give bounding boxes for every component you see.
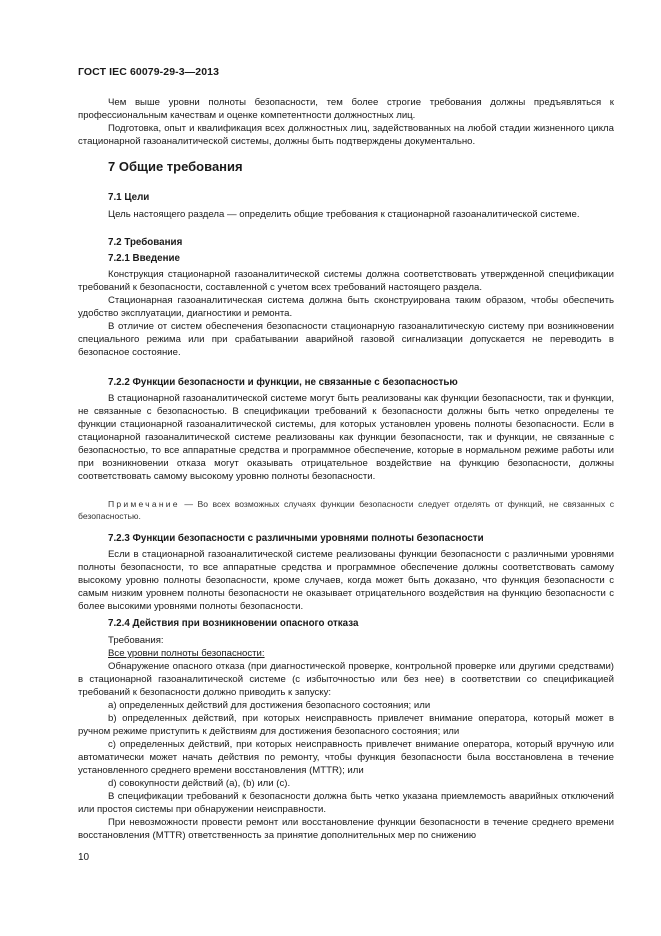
section-7-2-1-paragraph-1: Конструкция стационарной газоаналитической системы должна соответствовать утвержденной спецификации требований к безопасности, составленной с учетом всех требований настоящего раздела.: [78, 269, 614, 293]
section-7-1: [78, 192, 614, 203]
list-item-c: c) определенных действий, при которых неисправность привлечет внимание оператора, который вручную или автоматически может начать действия по ремонту, чтобы функция безопасности была восстановлена в течение установленного среднего времени восстановления (MTTR); или: [78, 739, 614, 776]
section-7-2-title: 7.2 Требования: [108, 237, 183, 248]
section-7-2-2: [78, 377, 614, 388]
section-7-2-4-paragraph-3: При невозможности провести ремонт или восстановление функции безопасности в течение среднего времени восстановления (MTTR) ответственность за принятие дополнительных мер по снижению: [78, 817, 614, 841]
list-item-b: b) определенных действий, при которых неисправность привлечет внимание оператора, который может в ручном режиме приступить к действиям для достижения безопасного состояния; или: [78, 713, 614, 737]
page-number: 10: [78, 852, 90, 863]
intro-paragraph-1: Чем выше уровни полноты безопасности, тем более строгие требования должны предъявляться к профессиональным качествам и оценке компетентности должностных лиц.: [78, 97, 614, 121]
section-7-2-1-paragraph-2: Стационарная газоаналитическая система должна быть сконструирована таким образом, чтобы обеспечить удобство эксплуатации, диагностики и ремонта.: [78, 295, 614, 319]
section-7-2-3: [78, 533, 614, 544]
intro-paragraph-2: Подготовка, опыт и квалификация всех должностных лиц, задействованных на любой стадии жизненного цикла стационарной газоаналитической системы, должны быть подтверждены документально.: [78, 123, 614, 147]
section-7-2-2-body: [78, 392, 614, 483]
requirements-label: Требования:: [108, 635, 164, 646]
section-7-2-2-paragraph-1: В стационарной газоаналитической системе могут быть реализованы как функции безопасности, так и функции, не связанные с безопасностью. В спецификации требований к безопасности должны быть четко определены те функции стационарной газоаналитической системы, для которых установлен уровень полноты безопасности. Если в стационарной газоаналитической системе реализованы как функции безопасности, так и функции, не связанные с безопасностью, то все аппаратные средства и программное обеспечение, которые в нормальном режиме работы или при возникновении отказа могут оказывать отрицательное воздействие на функцию безопасности, должны соответствовать самому высокому уровню полноты безопасности.: [78, 393, 614, 482]
all-levels-text: Все уровни полноты безопасности:: [108, 648, 265, 659]
list-item-d: d) совокупности действий (a), (b) или (c).: [108, 778, 291, 789]
section-7-2-3-title: 7.2.3 Функции безопасности с различными уровнями полноты безопасности: [108, 533, 484, 544]
section-7-2-2-note-block: [78, 498, 614, 522]
section-7-2-4-paragraph-1: Обнаружение опасного отказа (при диагностической проверке, контрольной проверке или другими средствами) в стационарной газоаналитической системе (с избыточностью или без нее) в соответствии со спецификацией требований к безопасности должно приводить к запуску:: [78, 661, 614, 698]
section-7-2-3-paragraph-1: Если в стационарной газоаналитической системе реализованы функции безопасности с различными уровнями полноты безопасности, то все аппаратные средства и программное обеспечение должны соответствовать самому высокому уровню полноты безопасности, кроме случаев, когда может быть доказано, что функция безопасности с самым низким уровнем полноты безопасности не оказывает отрицательного воздействия на функцию безопасности с более высокими уровнями полноты безопасности.: [78, 549, 614, 612]
section-7-1-text: Цель настоящего раздела — определить общие требования к стационарной газоаналитической системе.: [108, 209, 580, 220]
section-7-2-4-paragraph-2: В спецификации требований к безопасности должна быть четко указана приемлемость аварийных отключений или простоя системы при обнаружении неисправности.: [78, 791, 614, 815]
section-7-2-4-title: 7.2.4 Действия при возникновении опасного отказа: [108, 618, 359, 629]
section-7-2-1: [78, 253, 614, 264]
intro-block: [78, 96, 614, 148]
section-7-2-4-body: [78, 634, 614, 842]
all-levels-label: [78, 647, 614, 660]
section-7-title-block: [78, 159, 614, 174]
section-7-2-2-note: [78, 498, 614, 522]
section-7-2-1-title: 7.2.1 Введение: [108, 253, 180, 264]
section-7-2-2-title: 7.2.2 Функции безопасности и функции, не связанные с безопасностью: [108, 377, 458, 388]
section-7-2-4: [78, 618, 614, 629]
section-7-title: 7 Общие требования: [108, 159, 243, 174]
section-7-2: [78, 237, 614, 248]
section-7-2-3-body: [78, 548, 614, 613]
section-7-1-body: [78, 208, 614, 221]
note-text: — Во всех возможных случаях функции безопасности следует отделять от функций, не связанных с безопасностью.: [78, 499, 614, 521]
list-item-a: a) определенных действий для достижения безопасного состояния; или: [108, 700, 431, 711]
section-7-2-1-body: [78, 268, 614, 359]
section-7-2-1-paragraph-3: В отличие от систем обеспечения безопасности стационарную газоаналитическую систему при возникновении специального режима или при срабатывании аварийной газовой сигнализации допускается не переводить в безопасное состояние.: [78, 321, 614, 358]
section-7-1-title: 7.1 Цели: [108, 192, 150, 203]
note-label: Примечание: [108, 499, 180, 509]
document-header: ГОСТ IEC 60079-29-3—2013: [78, 66, 220, 78]
